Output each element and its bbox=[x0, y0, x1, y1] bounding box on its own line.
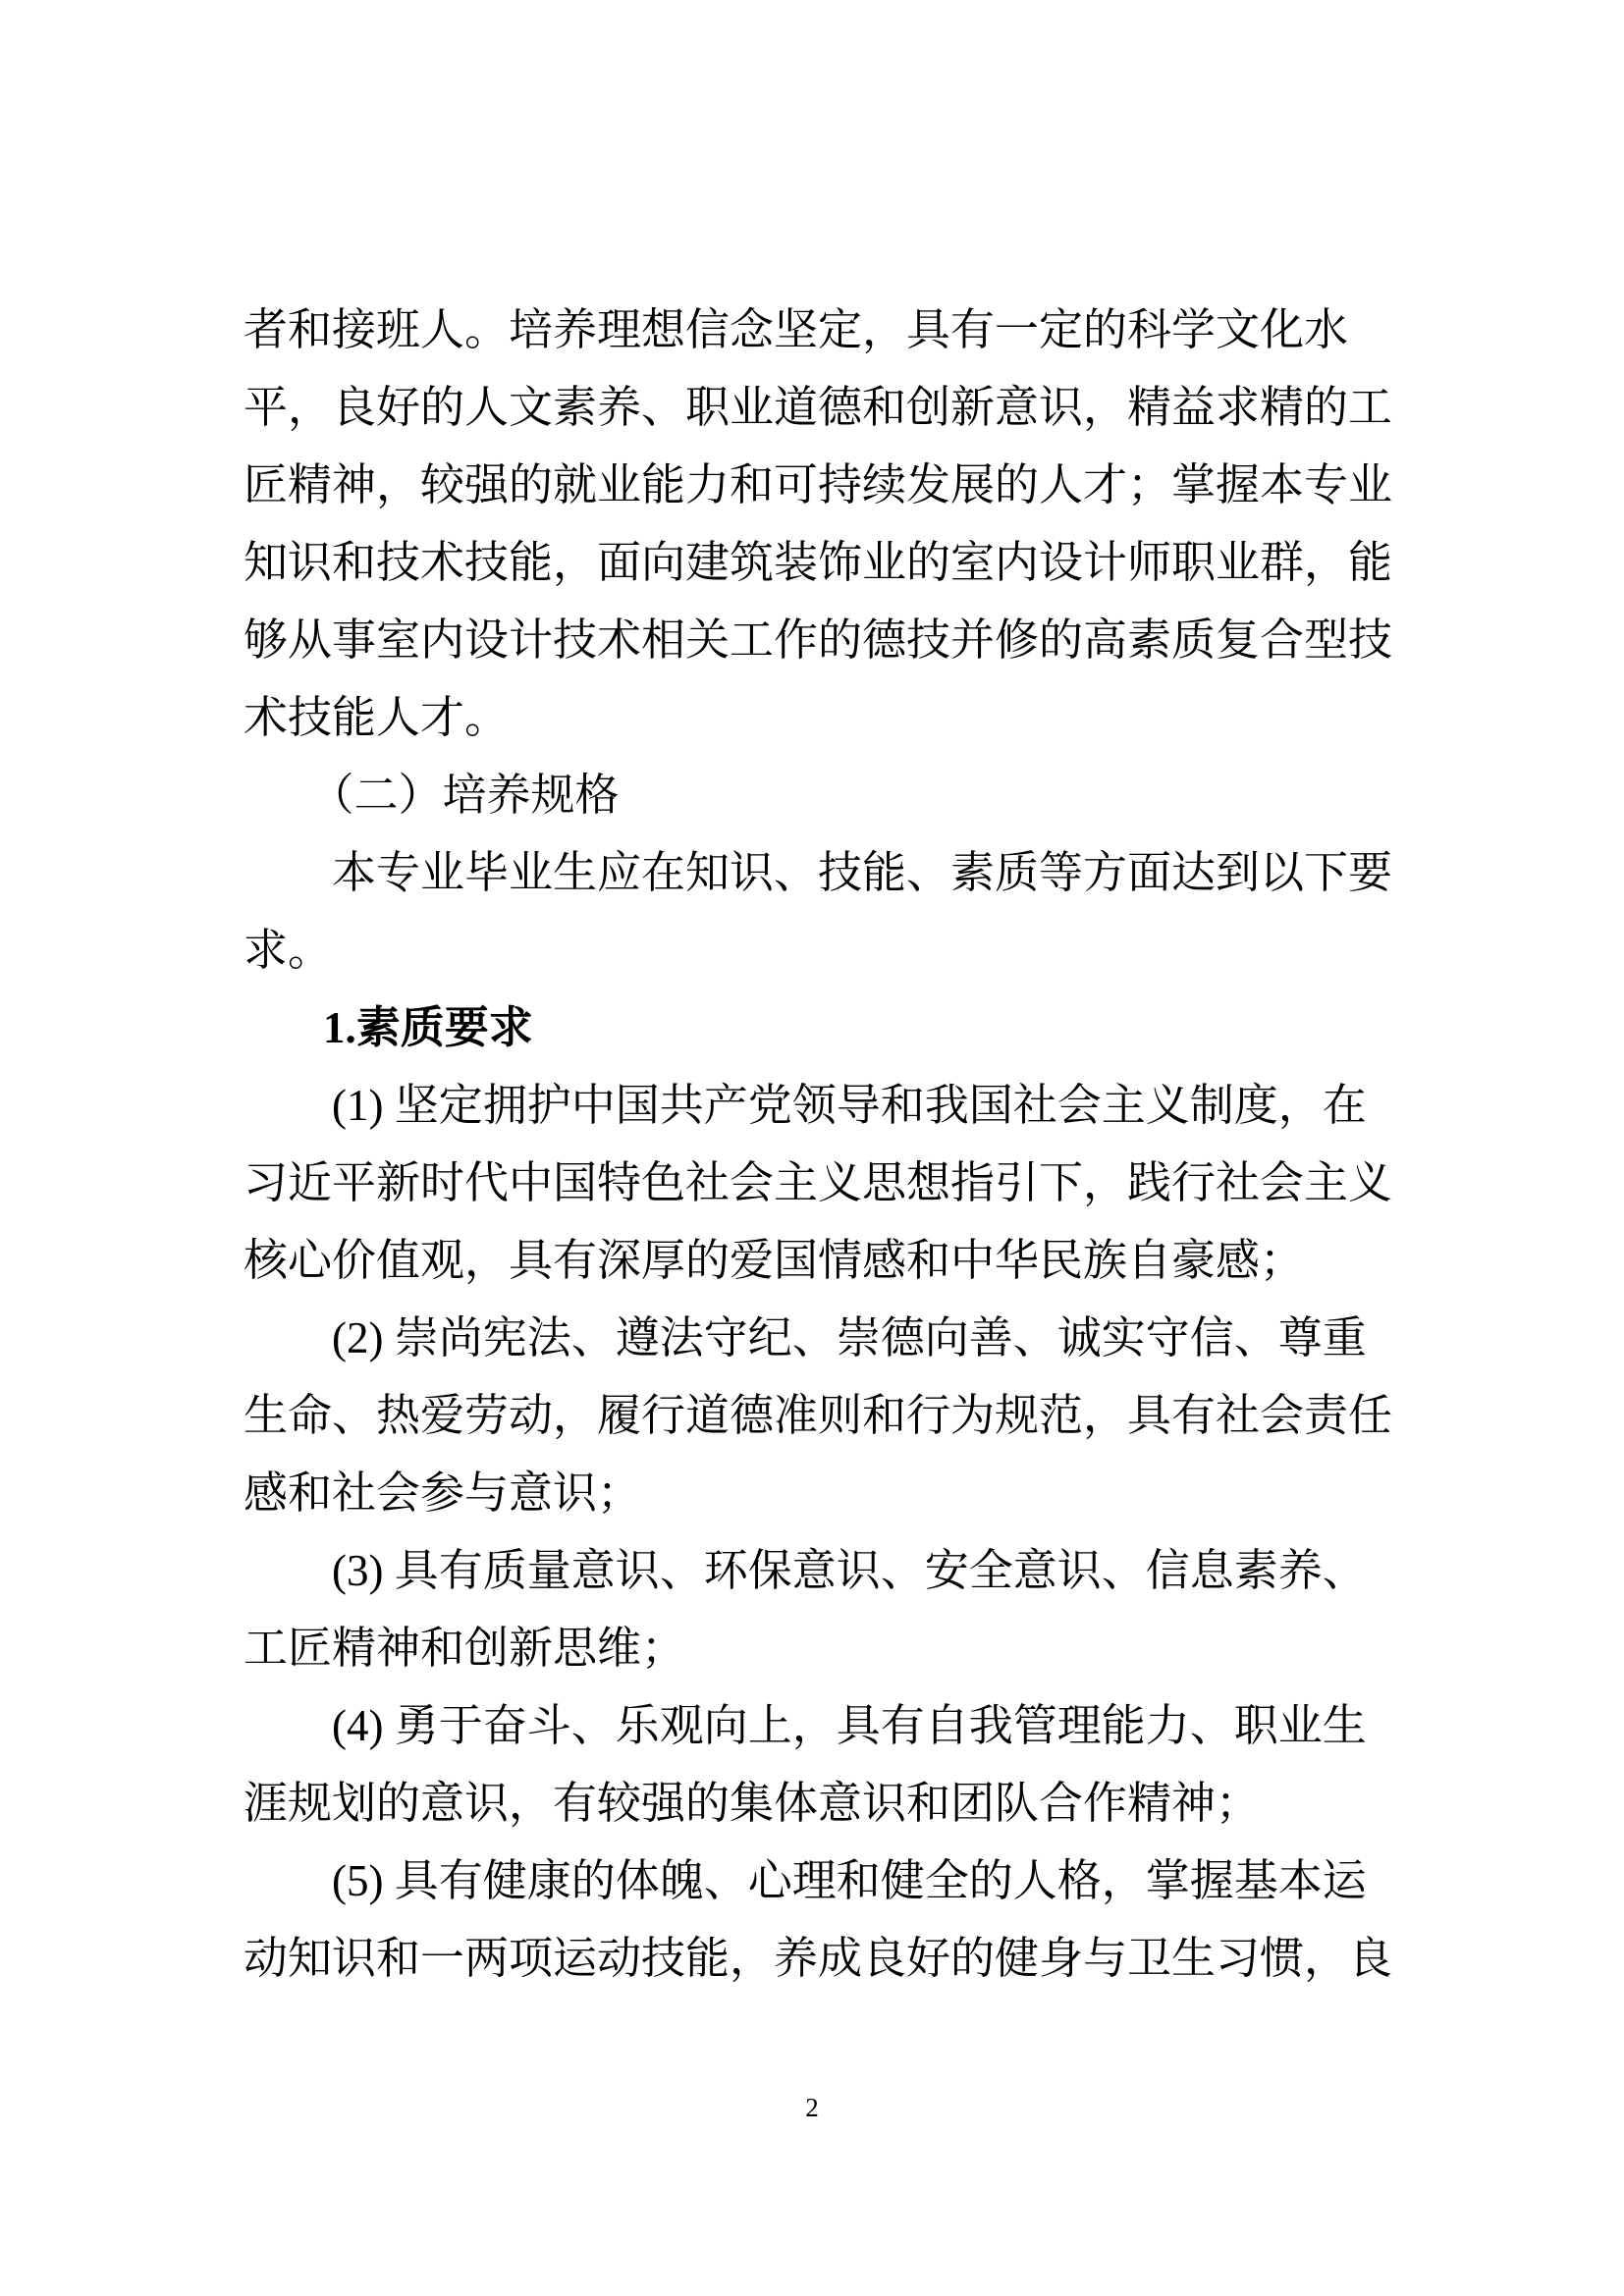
document-line: (5) 具有健康的体魄、心理和健全的人格，掌握基本运 bbox=[332, 1856, 1367, 1905]
document-line: 匠精神，较强的就业能力和可持续发展的人才；掌握本专业 bbox=[244, 460, 1393, 509]
document-line: 核心价值观，具有深厚的爱国情感和中华民族自豪感； bbox=[244, 1236, 1305, 1285]
document-line: 1.素质要求 bbox=[323, 1003, 533, 1052]
document-line: 生命、热爱劳动，履行道德准则和行为规范，具有社会责任 bbox=[244, 1391, 1393, 1440]
document-line: 本专业毕业生应在知识、技能、素质等方面达到以下要 bbox=[332, 848, 1393, 897]
document-line: (3) 具有质量意识、环保意识、安全意识、信息素养、 bbox=[332, 1546, 1367, 1595]
document-line: 术技能人才。 bbox=[244, 693, 510, 742]
document-line: （二）培养规格 bbox=[309, 771, 620, 820]
document-line: 求。 bbox=[244, 926, 333, 975]
document-line: 涯规划的意识，有较强的集体意识和团队合作精神； bbox=[244, 1779, 1261, 1828]
document-line: 习近平新时代中国特色社会主义思想指引下，践行社会主义 bbox=[244, 1158, 1393, 1207]
document-line: (2) 崇尚宪法、遵法守纪、崇德向善、诚实守信、尊重 bbox=[332, 1313, 1367, 1362]
document-line: 工匠精神和创新思维； bbox=[244, 1624, 686, 1673]
document-line: 够从事室内设计技术相关工作的德技并修的高素质复合型技 bbox=[244, 615, 1393, 665]
document-line: (4) 勇于奋斗、乐观向上，具有自我管理能力、职业生 bbox=[332, 1701, 1367, 1750]
document-line: 者和接班人。培养理想信念坚定，具有一定的科学文化水 bbox=[244, 305, 1349, 354]
page-number: 2 bbox=[805, 2093, 819, 2122]
document-line: 平，良好的人文素养、职业道德和创新意识，精益求精的工 bbox=[244, 383, 1393, 432]
document-line: 感和社会参与意识； bbox=[244, 1468, 642, 1518]
document-line: 知识和技术技能，面向建筑装饰业的室内设计师职业群，能 bbox=[244, 538, 1393, 587]
document-line: 动知识和一两项运动技能，养成良好的健身与卫生习惯，良 bbox=[244, 1934, 1393, 1983]
document-line: (1) 坚定拥护中国共产党领导和我国社会主义制度，在 bbox=[332, 1081, 1367, 1130]
